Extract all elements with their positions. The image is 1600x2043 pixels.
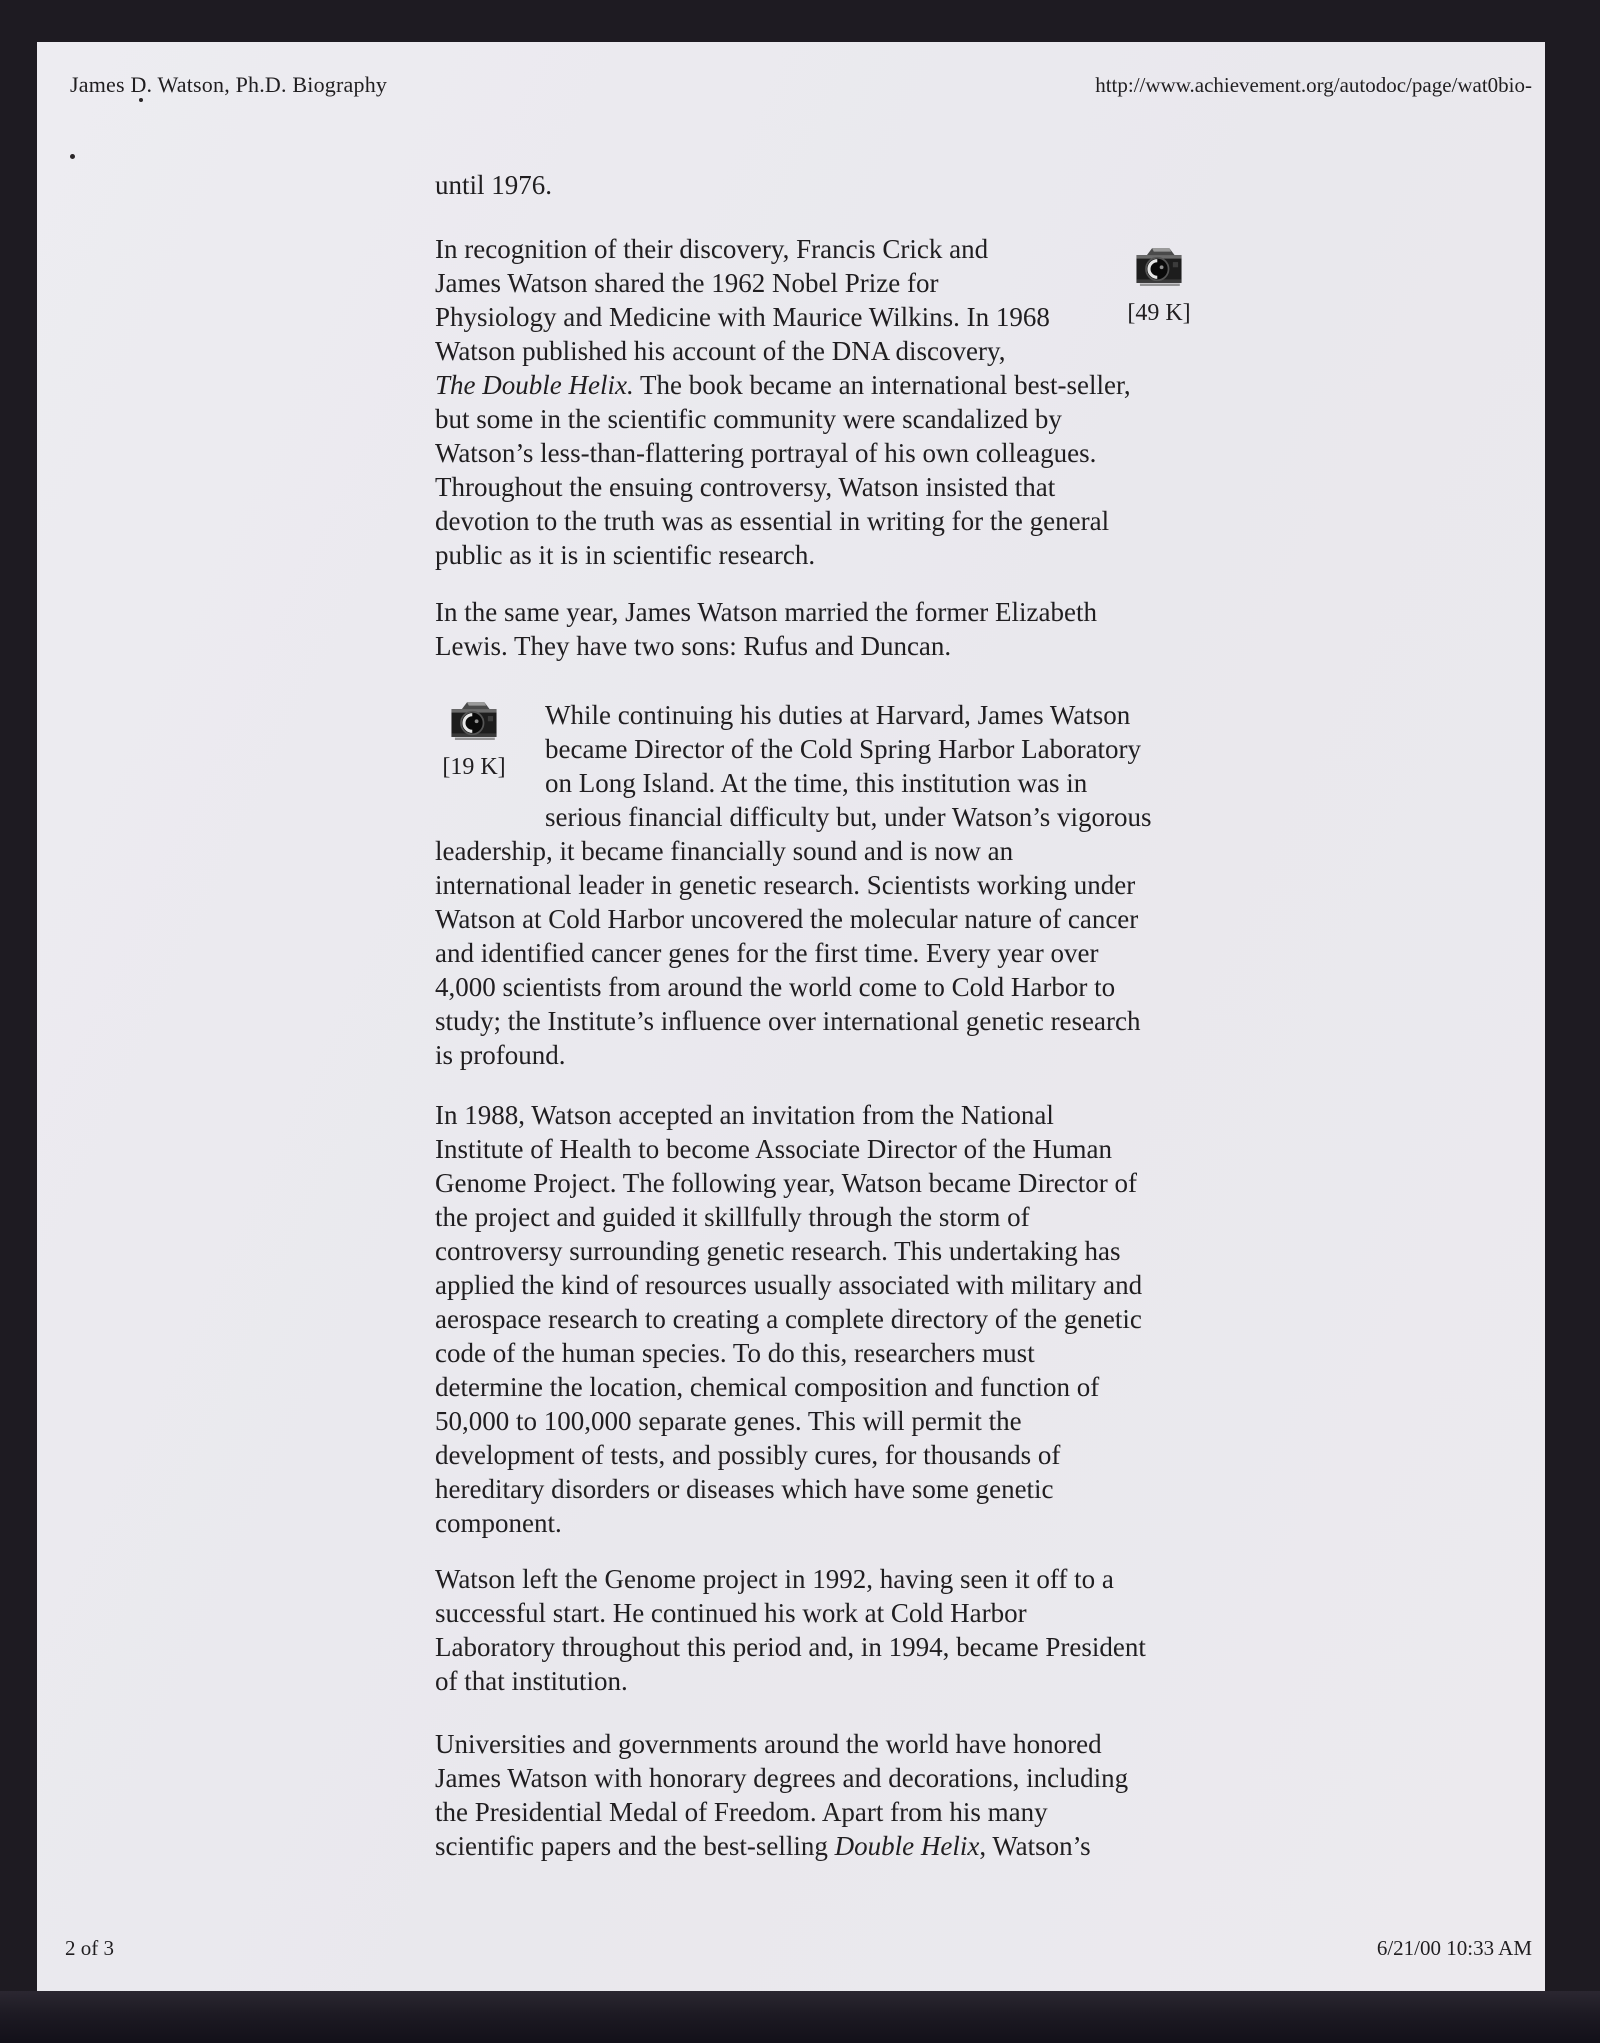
text-line: leadership, it became financially sound and is now an (435, 836, 1014, 866)
paragraph (435, 1727, 1305, 1863)
paragraph (435, 1098, 1305, 1540)
text-line: While continuing his duties at Harvard, James Watson (545, 700, 1131, 730)
text-line: is profound. (435, 1040, 566, 1070)
text-segment: scientific papers and the best-selling (435, 1831, 835, 1861)
text-line: the project and guided it skillfully through the storm of (435, 1202, 1030, 1232)
text-segment: , Watson’s (979, 1831, 1091, 1861)
text-line: Universities and governments around the world have honored (435, 1729, 1102, 1759)
scanner-bed-bottom (0, 1991, 1600, 2043)
text-line: Laboratory throughout this period and, in 1994, became President (435, 1632, 1146, 1662)
text-line: Throughout the ensuing controversy, Watson insisted that (435, 472, 1056, 502)
text-line: Watson published his account of the DNA discovery, (435, 336, 1006, 366)
printed-page (37, 42, 1545, 1991)
footer-page-number: 2 of 3 (65, 1936, 114, 1960)
book-title-italic: Double Helix (834, 1831, 980, 1861)
text-line: Physiology and Medicine with Maurice Wilkins. In 1968 (435, 302, 1050, 332)
text-line: until 1976. (435, 170, 553, 200)
text-line: hereditary disorders or diseases which have some genetic (435, 1474, 1054, 1504)
text-line: the Presidential Medal of Freedom. Apart from his many (435, 1797, 1048, 1827)
text-line (435, 1829, 1305, 1863)
text-line: In the same year, James Watson married the former Elizabeth (435, 597, 1097, 627)
text-line: code of the human species. To do this, researchers must (435, 1338, 1035, 1368)
text-line: James Watson shared the 1962 Nobel Prize for (435, 268, 939, 298)
text-line (435, 368, 1305, 402)
book-title-italic: The Double Helix. (435, 370, 634, 400)
text-line: aerospace research to creating a complete directory of the genetic (435, 1304, 1142, 1334)
text-line: Lewis. They have two sons: Rufus and Duncan. (435, 631, 952, 661)
paragraph (435, 595, 1305, 663)
text-line: 50,000 to 100,000 separate genes. This will permit the (435, 1406, 1022, 1436)
text-segment: The book became an international best-seller, (633, 370, 1131, 400)
image-size-label: [49 K] (1127, 300, 1191, 326)
text-line: public as it is in scientific research. (435, 540, 816, 570)
text-line: on Long Island. At the time, this institution was in (545, 768, 1088, 798)
text-line: determine the location, chemical composition and function of (435, 1372, 1100, 1402)
text-line: In recognition of their discovery, Francis Crick and (435, 234, 989, 264)
page-title: James D. Watson, Ph.D. Biography (70, 72, 388, 97)
text-line: 4,000 scientists from around the world come to Cold Harbor to (435, 972, 1116, 1002)
text-line: development of tests, and possibly cures, for thousands of (435, 1440, 1061, 1470)
text-line: component. (435, 1508, 562, 1538)
text-line: study; the Institute’s influence over international genetic research (435, 1006, 1141, 1036)
text-line: but some in the scientific community were scandalized by (435, 404, 1062, 434)
text-line: Watson’s less-than-flattering portrayal of his own colleagues. (435, 438, 1097, 468)
text-line: of that institution. (435, 1666, 628, 1696)
text-line: and identified cancer genes for the first time. Every year over (435, 938, 1099, 968)
text-line: became Director of the Cold Spring Harbor Laboratory (545, 734, 1142, 764)
text-line: international leader in genetic research. Scientists working under (435, 870, 1136, 900)
text-line: Genome Project. The following year, Watson became Director of (435, 1168, 1138, 1198)
paragraph (435, 1562, 1305, 1698)
paragraph (435, 232, 1305, 572)
scan-speck (139, 98, 143, 102)
paragraph (435, 168, 1305, 202)
text-line: Watson left the Genome project in 1992, having seen it off to a (435, 1564, 1114, 1594)
footer-timestamp: 6/21/00 10:33 AM (1376, 1936, 1532, 1960)
text-line: James Watson with honorary degrees and decorations, including (435, 1763, 1129, 1793)
text-line: serious financial difficulty but, under Watson’s vigorous (545, 802, 1152, 832)
text-line: successful start. He continued his work at Cold Harbor (435, 1598, 1027, 1628)
text-line: applied the kind of resources usually associated with military and (435, 1270, 1143, 1300)
text-line: controversy surrounding genetic research. This undertaking has (435, 1236, 1121, 1266)
source-url: http://www.achievement.org/autodoc/page/wat0bio- (1095, 73, 1532, 97)
paragraph (435, 698, 1305, 1072)
text-line: devotion to the truth was as essential in writing for the general (435, 506, 1110, 536)
text-line: Institute of Health to become Associate Director of the Human (435, 1134, 1113, 1164)
text-line: In 1988, Watson accepted an invitation from the National (435, 1100, 1054, 1130)
text-line: Watson at Cold Harbor uncovered the molecular nature of cancer (435, 904, 1139, 934)
image-size-label: [19 K] (442, 754, 506, 780)
scan-speck (70, 154, 75, 159)
